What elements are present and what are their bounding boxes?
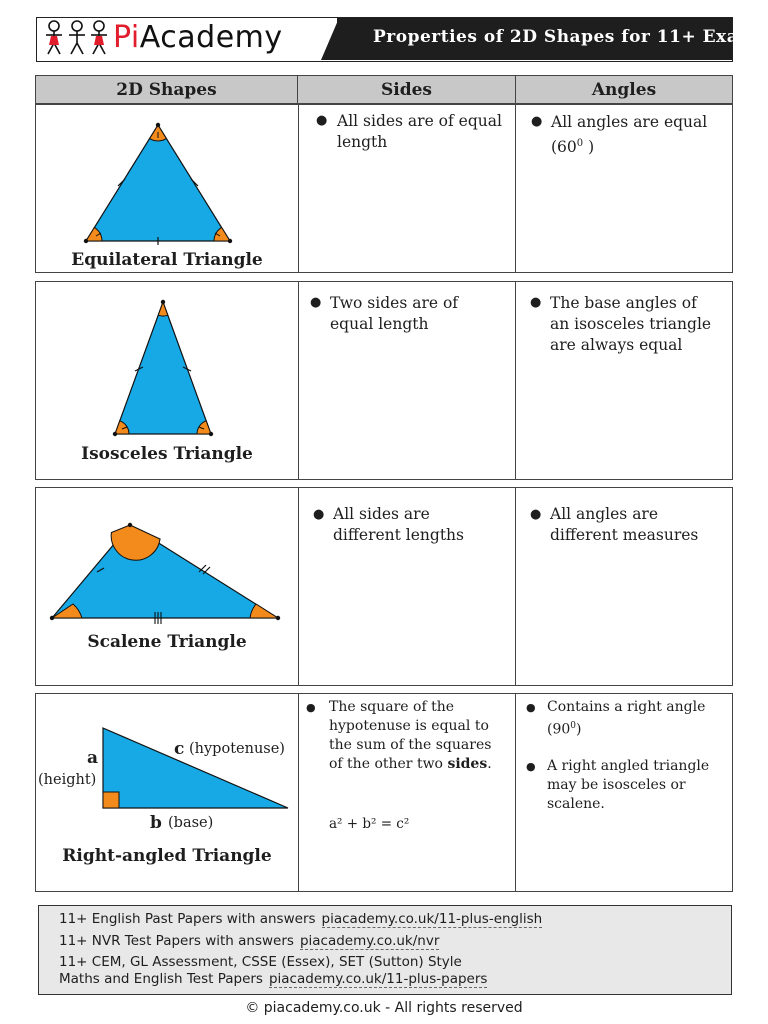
shape-label: Isosceles Triangle xyxy=(81,444,253,464)
english-papers-link[interactable]: piacademy.co.uk/11-plus-english xyxy=(321,911,543,927)
divider xyxy=(515,488,516,685)
divider xyxy=(515,694,516,891)
shape-label: Equilateral Triangle xyxy=(71,250,263,270)
bullet: ● xyxy=(316,113,328,128)
angles-text-end: ) xyxy=(583,138,595,157)
angles-text-2: A right angled triangle may be isosceles or scalene. xyxy=(547,758,710,812)
sides-text-main: The square of the hypotenuse is equal to the sum of the squares of the other two xyxy=(329,699,492,772)
footer-text: 11+ English Past Papers with answers xyxy=(59,911,316,927)
sides-text: All sides are different lengths xyxy=(333,505,464,544)
sides-text xyxy=(329,698,494,774)
divider xyxy=(298,105,299,272)
bullet: ● xyxy=(306,701,316,714)
sides-text-end: . xyxy=(487,756,492,772)
isosceles-triangle-icon xyxy=(36,282,298,447)
bullet: ● xyxy=(526,760,536,773)
page-title: Properties of 2D Shapes for 11+ Exam xyxy=(373,27,757,47)
sides-text: Two sides are of equal length xyxy=(330,294,459,333)
row-scalene xyxy=(35,487,733,686)
row-right-angled xyxy=(35,693,733,892)
footer-text: Maths and English Test Papers xyxy=(59,971,263,987)
nvr-papers-link[interactable]: piacademy.co.uk/nvr xyxy=(299,933,440,949)
side-a-label: a xyxy=(87,748,99,768)
side-c-desc: (hypotenuse) xyxy=(189,741,285,757)
row-equilateral xyxy=(35,104,733,273)
divider xyxy=(298,694,299,891)
angles-text-end: ) xyxy=(576,721,582,738)
scalene-triangle-icon xyxy=(36,488,298,633)
bullet: ● xyxy=(313,507,325,522)
column-header-shapes: 2D Shapes xyxy=(35,75,298,104)
angles-text-1 xyxy=(547,698,722,740)
side-a-desc: (height) xyxy=(38,772,97,788)
right-triangle-icon xyxy=(36,694,298,834)
degree-sup: 0 xyxy=(576,138,584,149)
footer-line-3: 11+ CEM, GL Assessment, CSSE (Essex), SET (Sutton) Style xyxy=(59,954,462,970)
row-isosceles xyxy=(35,281,733,480)
divider xyxy=(298,488,299,685)
logo-pi: Pi xyxy=(113,20,140,55)
footer-line-1 xyxy=(59,911,542,927)
bullet: ● xyxy=(526,701,536,714)
column-header-angles: Angles xyxy=(515,75,733,104)
angles-text-main: All angles are equal (60 xyxy=(551,113,708,157)
side-b-desc: (base) xyxy=(168,815,214,831)
degree-sup: 0 xyxy=(570,721,577,731)
shape-label: Right-angled Triangle xyxy=(62,846,272,866)
sides-text: All sides are of equal length xyxy=(337,112,502,151)
footer-text: 11+ NVR Test Papers with answers xyxy=(59,933,294,949)
logo-academy: Academy xyxy=(139,20,283,55)
side-b-label: b xyxy=(150,813,162,833)
footer-links-box xyxy=(38,905,732,995)
side-c-label: c xyxy=(174,739,185,759)
kids-logo-icon xyxy=(37,18,113,60)
bullet: ● xyxy=(531,114,543,129)
divider xyxy=(515,105,516,272)
copyright-notice: © piacademy.co.uk - All rights reserved xyxy=(245,1000,523,1016)
divider xyxy=(515,282,516,479)
footer-line-2 xyxy=(59,933,439,949)
bullet: ● xyxy=(310,295,322,310)
shape-label: Scalene Triangle xyxy=(87,632,247,652)
column-header-sides: Sides xyxy=(297,75,516,104)
logo-wordmark xyxy=(113,20,283,55)
divider xyxy=(298,282,299,479)
footer-line-4 xyxy=(59,971,487,987)
equilateral-triangle-icon xyxy=(36,105,298,250)
pythagoras-formula: a² + b² = c² xyxy=(329,816,410,832)
piacademy-logo xyxy=(37,18,327,60)
angles-text: The base angles of an isosceles triangle are always equal xyxy=(550,294,712,354)
bullet: ● xyxy=(530,295,542,310)
test-papers-link[interactable]: piacademy.co.uk/11-plus-papers xyxy=(268,971,488,987)
sides-text-bold: sides xyxy=(447,756,488,772)
page-header xyxy=(36,17,757,62)
angles-text xyxy=(551,112,716,158)
angles-text: All angles are different measures xyxy=(550,505,699,544)
bullet: ● xyxy=(530,507,542,522)
angles-text-main: Contains a right angle (90 xyxy=(547,699,706,738)
